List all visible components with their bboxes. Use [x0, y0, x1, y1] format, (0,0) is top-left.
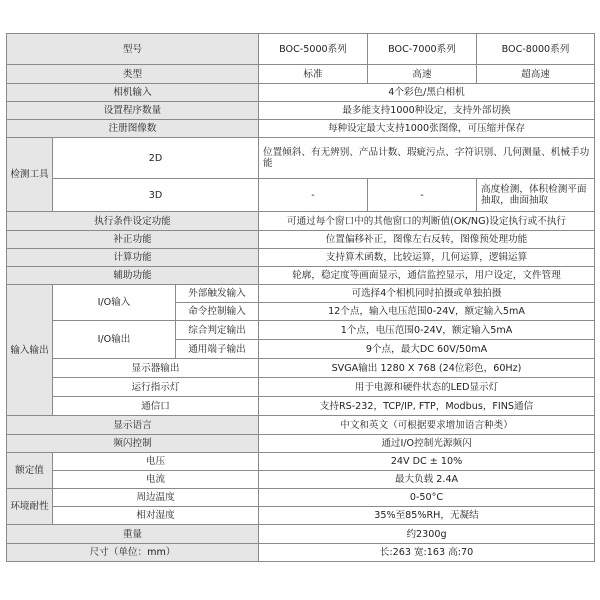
inspection-3d-row: [7, 179, 595, 212]
voltage-row: [7, 453, 595, 471]
type-row: [7, 65, 595, 84]
monitor-label: 显示器输出: [53, 359, 259, 378]
indicator-value: 用于电源和硬件状态的LED显示灯: [259, 378, 595, 397]
weight-row: [7, 525, 595, 544]
correction-value: 位置偏移补正，图像左右反转，图像预处理功能: [259, 231, 595, 249]
current-label: 电流: [53, 471, 259, 489]
current-row: [7, 471, 595, 489]
size-row: [7, 544, 595, 562]
inspection-3d-boc8000: 高度检测，体积检测平面抽取，曲面抽取: [477, 179, 595, 212]
current-value: 最大负载 2.4A: [259, 471, 595, 489]
weight-value: 约2300g: [259, 525, 595, 544]
image-count-row: [7, 120, 595, 138]
lighting-row: [7, 435, 595, 453]
ext-trigger-value: 可选择4个相机同时拍摄或单独拍摄: [259, 285, 595, 303]
language-value: 中文和英文（可根据要求增加语言种类）: [259, 416, 595, 435]
judge-output-row: [7, 321, 595, 340]
lighting-label: 频闪控制: [7, 435, 259, 453]
type-label: 类型: [7, 65, 259, 84]
humidity-row: [7, 507, 595, 525]
camera-input-row: [7, 84, 595, 102]
camera-input-value: 4个彩色/黑白相机: [259, 84, 595, 102]
inspection-2d-value: 位置倾斜、有无辨别、产品计数、瑕疵污点、字符识别、几何测量、机械手功能: [259, 138, 595, 179]
cmd-input-label: 命令控制输入: [176, 303, 259, 321]
size-value: 长:263 宽:163 高:70: [259, 544, 595, 562]
size-label: 尺寸（单位：mm）: [7, 544, 259, 562]
inspection-3d-boc7000: -: [368, 179, 477, 212]
inspection-2d-label: 2D: [53, 138, 259, 179]
calculation-row: [7, 249, 595, 267]
exec-condition-value: 可通过每个窗口中的其他窗口的判断值(OK/NG)设定执行或不执行: [259, 212, 595, 231]
type-boc7000: 高速: [368, 65, 477, 84]
model-boc5000: BOC-5000系列: [259, 34, 368, 65]
cmd-input-value: 12个点，输入电压范围0-24V，额定输入5mA: [259, 303, 595, 321]
io-output-label: I/O输出: [53, 321, 176, 359]
program-count-row: [7, 102, 595, 120]
judge-output-label: 综合判定输出: [176, 321, 259, 340]
program-count-label: 设置程序数量: [7, 102, 259, 120]
language-row: [7, 416, 595, 435]
model-boc8000: BOC-8000系列: [477, 34, 595, 65]
image-count-value: 每种设定最大支持1000张图像，可压缩并保存: [259, 120, 595, 138]
exec-condition-label: 执行条件设定功能: [7, 212, 259, 231]
comm-label: 通信口: [53, 397, 259, 416]
model-label: 型号: [7, 34, 259, 65]
inspection-2d-row: [7, 138, 595, 179]
indicator-row: [7, 378, 595, 397]
comm-row: [7, 397, 595, 416]
temp-value: 0-50°C: [259, 489, 595, 507]
image-count-label: 注册图像数: [7, 120, 259, 138]
correction-row: [7, 231, 595, 249]
general-output-label: 通用端子输出: [176, 340, 259, 359]
language-label: 显示语言: [7, 416, 259, 435]
humidity-label: 相对湿度: [53, 507, 259, 525]
judge-output-value: 1个点，电压范围0-24V，额定输入5mA: [259, 321, 595, 340]
rated-label: 额定值: [7, 453, 53, 489]
temp-row: [7, 489, 595, 507]
voltage-value: 24V DC ± 10%: [259, 453, 595, 471]
auxiliary-value: 轮廓，稳定度等画面显示，通信监控显示，用户设定，文件管理: [259, 267, 595, 285]
inspection-label: 检测工具: [7, 138, 53, 212]
weight-label: 重量: [7, 525, 259, 544]
exec-condition-row: [7, 212, 595, 231]
auxiliary-label: 辅助功能: [7, 267, 259, 285]
monitor-row: [7, 359, 595, 378]
io-label: 输入输出: [7, 285, 53, 416]
environment-label: 环境耐性: [7, 489, 53, 525]
calculation-label: 计算功能: [7, 249, 259, 267]
ext-trigger-row: [7, 285, 595, 303]
type-boc5000: 标准: [259, 65, 368, 84]
lighting-value: 通过I/O控制光源频闪: [259, 435, 595, 453]
spec-table: [6, 33, 595, 562]
auxiliary-row: [7, 267, 595, 285]
comm-value: 支持RS-232，TCP/IP, FTP，Modbus，FINS通信: [259, 397, 595, 416]
correction-label: 补正功能: [7, 231, 259, 249]
type-boc8000: 超高速: [477, 65, 595, 84]
model-boc7000: BOC-7000系列: [368, 34, 477, 65]
header-row: [7, 34, 595, 65]
spec-table-container: [6, 33, 594, 562]
inspection-3d-label: 3D: [53, 179, 259, 212]
general-output-value: 9个点，最大DC 60V/50mA: [259, 340, 595, 359]
calculation-value: 支持算术函数，比较运算，几何运算，逻辑运算: [259, 249, 595, 267]
voltage-label: 电压: [53, 453, 259, 471]
camera-input-label: 相机输入: [7, 84, 259, 102]
monitor-value: SVGA输出 1280 X 768 (24位彩色，60Hz): [259, 359, 595, 378]
inspection-3d-boc5000: -: [259, 179, 368, 212]
temp-label: 周边温度: [53, 489, 259, 507]
indicator-label: 运行指示灯: [53, 378, 259, 397]
humidity-value: 35%至85%RH，无凝结: [259, 507, 595, 525]
io-input-label: I/O输入: [53, 285, 176, 321]
program-count-value: 最多能支持1000种设定，支持外部切换: [259, 102, 595, 120]
ext-trigger-label: 外部触发输入: [176, 285, 259, 303]
